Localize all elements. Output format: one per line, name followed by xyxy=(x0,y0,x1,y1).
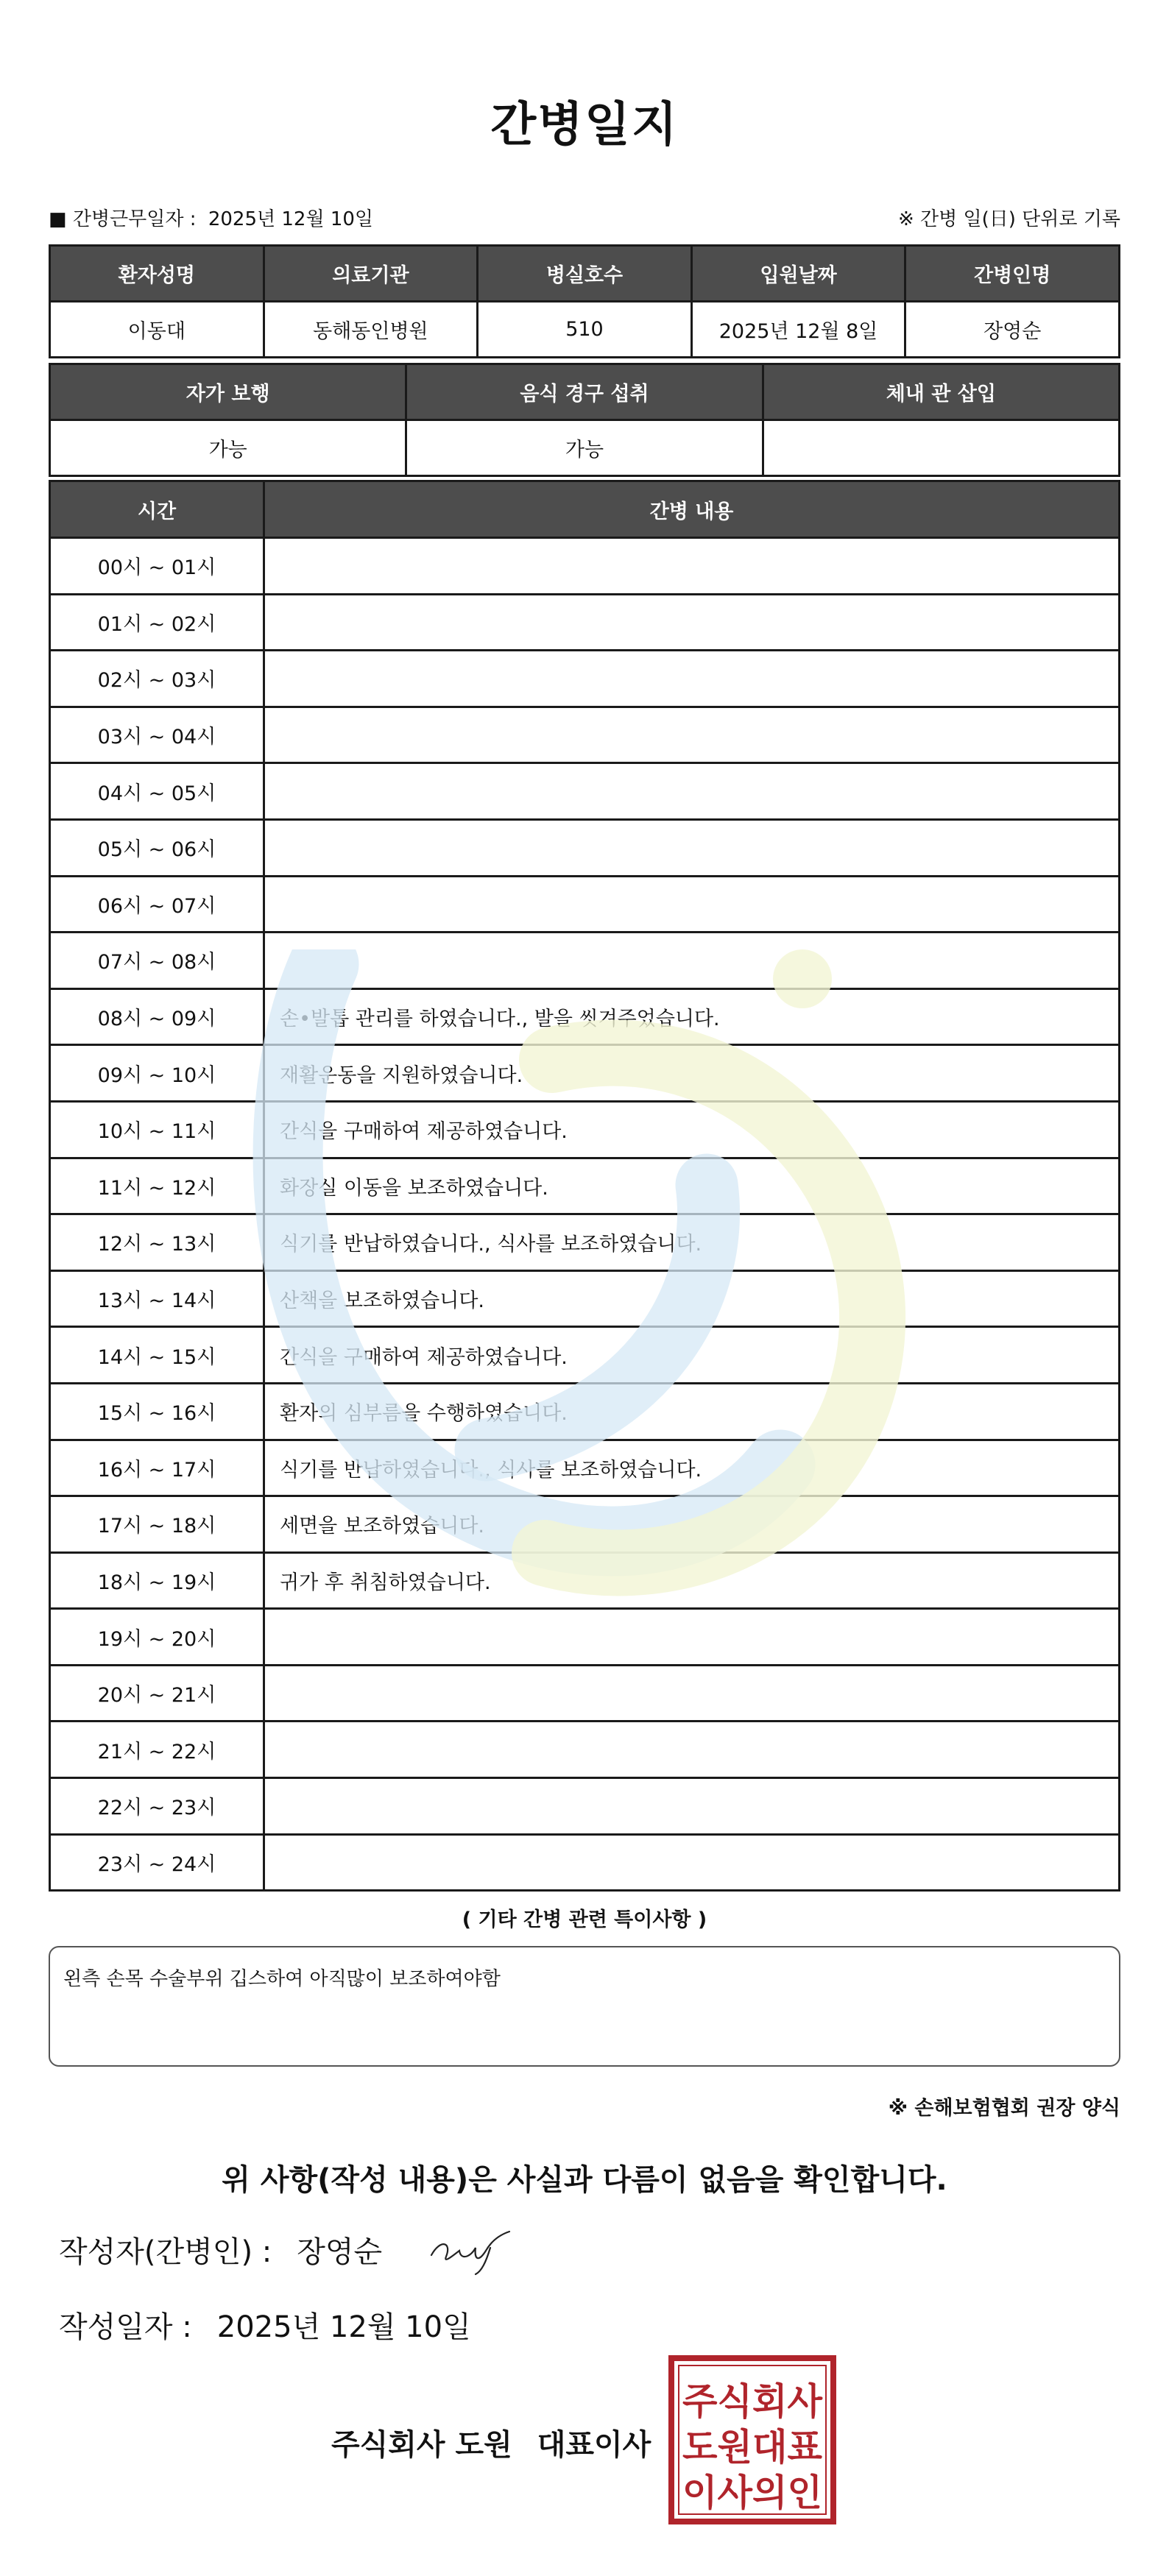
care-content: 세면을 보조하였습니다. xyxy=(264,1496,1120,1553)
written-date-row xyxy=(59,2304,471,2346)
table-row xyxy=(50,1158,1120,1214)
table-row xyxy=(50,1383,1120,1440)
care-content xyxy=(264,819,1120,876)
table-row xyxy=(50,1552,1120,1609)
header-room: 병실호수 xyxy=(478,246,692,302)
table-row xyxy=(50,1270,1120,1327)
record-unit-note: ※ 간병 일(日) 단위로 기록 xyxy=(897,208,1120,230)
table-row xyxy=(50,1722,1120,1778)
writer-label: 작성자(간병인) : xyxy=(59,2235,272,2269)
recommended-form-note: ※ 손해보험협회 권장 양식 xyxy=(888,2097,1120,2120)
care-content: 식기를 반납하였습니다., 식사를 보조하였습니다. xyxy=(264,1214,1120,1271)
care-content: 간식을 구매하여 제공하였습니다. xyxy=(264,1101,1120,1158)
notes-text: 왼측 손목 수술부위 깁스하여 아직많이 보조하여야함 xyxy=(63,1968,501,1990)
table-row xyxy=(50,1214,1120,1271)
header-caregiver: 간병인명 xyxy=(905,246,1120,302)
table-row xyxy=(50,1327,1120,1384)
care-time: 12시 ~ 13시 xyxy=(50,1214,264,1271)
care-content xyxy=(264,1834,1120,1891)
header-tube-insertion: 체내 관 삽입 xyxy=(763,364,1119,420)
care-time: 05시 ~ 06시 xyxy=(50,819,264,876)
confirmation-statement: 위 사항(작성 내용)은 사실과 다름이 없음을 확인합니다. xyxy=(222,2163,947,2197)
company-name: 주식회사 도원 xyxy=(331,2428,512,2462)
work-date xyxy=(49,204,379,231)
care-time: 07시 ~ 08시 xyxy=(50,933,264,989)
care-time: 18시 ~ 19시 xyxy=(50,1552,264,1609)
table-row xyxy=(50,933,1120,989)
hospital-name: 동해동인병원 xyxy=(264,302,478,358)
care-time: 10시 ~ 11시 xyxy=(50,1101,264,1158)
care-time: 04시 ~ 05시 xyxy=(50,763,264,820)
header-patient-name: 환자성명 xyxy=(50,246,264,302)
self-walking-value: 가능 xyxy=(50,420,406,476)
work-date-label: ■ 간병근무일자 : xyxy=(49,208,197,230)
care-log-table xyxy=(49,480,1120,1892)
care-content: 화장실 이동을 보조하였습니다. xyxy=(264,1158,1120,1214)
svg-text:주식회사: 주식회사 xyxy=(682,2380,823,2423)
writer-name: 장영순 xyxy=(297,2235,383,2269)
care-content xyxy=(264,594,1120,651)
written-date-value: 2025년 12월 10일 xyxy=(216,2310,471,2344)
table-row xyxy=(50,707,1120,763)
notes-box xyxy=(49,1946,1120,2067)
header-hospital: 의료기관 xyxy=(264,246,478,302)
care-content: 환자의 심부름을 수행하였습니다. xyxy=(264,1383,1120,1440)
care-time: 16시 ~ 17시 xyxy=(50,1440,264,1496)
care-time: 11시 ~ 12시 xyxy=(50,1158,264,1214)
table-row xyxy=(50,988,1120,1045)
care-content: 손•발톱 관리를 하였습니다., 발을 씻겨주었습니다. xyxy=(264,988,1120,1045)
care-content xyxy=(264,876,1120,933)
care-content xyxy=(264,1722,1120,1778)
care-content: 재활운동을 지원하였습니다. xyxy=(264,1045,1120,1102)
svg-text:이사의인: 이사의인 xyxy=(682,2471,822,2514)
admission-date: 2025년 12월 8일 xyxy=(691,302,905,358)
care-log-body xyxy=(50,538,1120,1891)
care-time: 15시 ~ 16시 xyxy=(50,1383,264,1440)
header-admission-date: 입원날짜 xyxy=(691,246,905,302)
writer-row xyxy=(59,2229,382,2271)
care-time: 21시 ~ 22시 xyxy=(50,1722,264,1778)
table-row xyxy=(50,594,1120,651)
care-time: 02시 ~ 03시 xyxy=(50,651,264,707)
care-time: 00시 ~ 01시 xyxy=(50,538,264,595)
caregiver-name: 장영순 xyxy=(905,302,1120,358)
notes-title: ( 기타 간병 관련 특이사항 ) xyxy=(462,1908,707,1931)
company-seal-icon xyxy=(668,2355,836,2524)
care-content xyxy=(264,538,1120,595)
care-time: 19시 ~ 20시 xyxy=(50,1609,264,1666)
table-row xyxy=(50,1609,1120,1666)
table-row xyxy=(50,819,1120,876)
care-content: 산책을 보조하였습니다. xyxy=(264,1270,1120,1327)
header-time: 시간 xyxy=(50,481,264,538)
care-time: 20시 ~ 21시 xyxy=(50,1665,264,1722)
table-row xyxy=(50,876,1120,933)
patient-info-table xyxy=(49,244,1120,358)
table-row xyxy=(50,1665,1120,1722)
patient-name: 이동대 xyxy=(50,302,264,358)
care-content: 간식을 구매하여 제공하였습니다. xyxy=(264,1327,1120,1384)
care-content xyxy=(264,1665,1120,1722)
company-representative: 대표이사 xyxy=(537,2428,651,2462)
care-content xyxy=(264,1609,1120,1666)
table-row xyxy=(50,763,1120,820)
header-self-walking: 자가 보행 xyxy=(50,364,406,420)
header-oral-intake: 음식 경구 섭취 xyxy=(406,364,763,420)
care-time: 14시 ~ 15시 xyxy=(50,1327,264,1384)
care-time: 17시 ~ 18시 xyxy=(50,1496,264,1553)
meta-row xyxy=(49,202,1120,233)
table-row xyxy=(50,1834,1120,1891)
tube-insertion-value xyxy=(763,420,1119,476)
header-care-content: 간병 내용 xyxy=(264,481,1120,538)
table-row xyxy=(50,1778,1120,1835)
care-content: 귀가 후 취침하였습니다. xyxy=(264,1552,1120,1609)
care-content xyxy=(264,651,1120,707)
patient-ability-table xyxy=(49,363,1120,477)
signature-icon xyxy=(427,2226,515,2277)
care-time: 08시 ~ 09시 xyxy=(50,988,264,1045)
table-row xyxy=(50,1440,1120,1496)
oral-intake-value: 가능 xyxy=(406,420,763,476)
care-content: 식기를 반납하였습니다., 식사를 보조하였습니다. xyxy=(264,1440,1120,1496)
care-time: 23시 ~ 24시 xyxy=(50,1834,264,1891)
care-content xyxy=(264,1778,1120,1835)
care-time: 22시 ~ 23시 xyxy=(50,1778,264,1835)
care-time: 01시 ~ 02시 xyxy=(50,594,264,651)
care-time: 06시 ~ 07시 xyxy=(50,876,264,933)
table-row xyxy=(50,538,1120,595)
svg-text:도원대표: 도원대표 xyxy=(682,2426,823,2469)
document-title: 간병일지 xyxy=(490,98,679,152)
room-number: 510 xyxy=(478,302,692,358)
table-row xyxy=(50,1496,1120,1553)
table-row xyxy=(50,1101,1120,1158)
care-time: 09시 ~ 10시 xyxy=(50,1045,264,1102)
table-row xyxy=(50,651,1120,707)
work-date-value: 2025년 12월 10일 xyxy=(208,208,374,230)
company-signature-row xyxy=(331,2421,651,2463)
care-time: 13시 ~ 14시 xyxy=(50,1270,264,1327)
care-content xyxy=(264,933,1120,989)
table-row xyxy=(50,1045,1120,1102)
care-time: 03시 ~ 04시 xyxy=(50,707,264,763)
care-content xyxy=(264,707,1120,763)
care-content xyxy=(264,763,1120,820)
written-date-label: 작성일자 : xyxy=(59,2310,192,2344)
